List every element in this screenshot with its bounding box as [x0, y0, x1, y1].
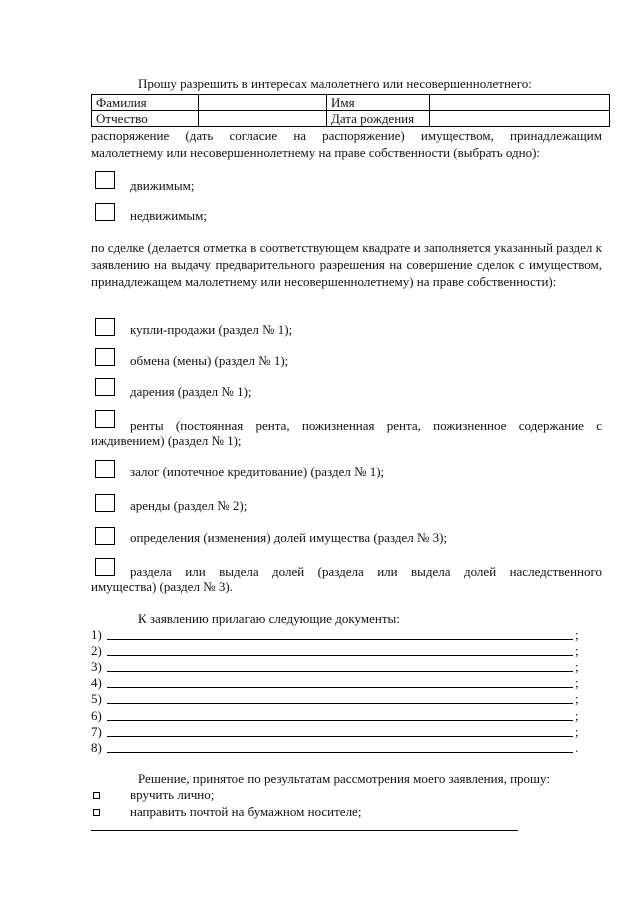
rent-label-line2: иждивением) (раздел № 1); [91, 433, 242, 448]
attachment-number: 8) [91, 740, 102, 755]
gift-label: дарения (раздел № 1); [130, 384, 252, 399]
attachment-line[interactable] [91, 643, 596, 659]
by-mail-checkbox[interactable] [93, 809, 100, 816]
birthdate-field[interactable] [430, 111, 610, 127]
attachment-end: ; [575, 643, 579, 658]
name-label: Имя [327, 95, 430, 111]
attachment-number: 1) [91, 627, 102, 642]
attachment-end: ; [575, 708, 579, 723]
sale-label: купли-продажи (раздел № 1); [130, 322, 293, 337]
attachment-line[interactable] [91, 675, 596, 691]
attachment-end: . [575, 740, 579, 755]
request-intro: Прошу разрешить в интересах малолетнего или несовершеннолетнего: [138, 76, 532, 91]
attachment-number: 5) [91, 691, 102, 706]
pledge-label: залог (ипотечное кредитование) (раздел № 1); [130, 464, 385, 479]
rent-label-line1: ренты (постоянная рента, пожизненная рента, пожизненное содержание с [130, 418, 602, 433]
attachment-end: ; [575, 675, 579, 690]
attachment-number: 6) [91, 708, 102, 723]
pledge-checkbox[interactable] [95, 460, 115, 478]
attachment-number: 3) [91, 659, 102, 674]
attachment-number: 7) [91, 724, 102, 739]
attachment-line[interactable] [91, 740, 596, 756]
attachment-end: ; [575, 659, 579, 674]
attachment-line[interactable] [91, 708, 596, 724]
attachment-end: ; [575, 724, 579, 739]
surname-field[interactable] [199, 95, 327, 111]
division-label-line2: имущества) (раздел № 3). [91, 579, 233, 594]
attachments-heading: К заявлению прилагаю следующие документы: [138, 611, 400, 626]
attachment-rule [107, 687, 573, 688]
attachment-rule [107, 720, 573, 721]
in-person-checkbox[interactable] [93, 792, 100, 799]
attachment-rule [107, 655, 573, 656]
by-mail-label: направить почтой на бумажном носителе; [130, 804, 362, 819]
attachment-line[interactable] [91, 659, 596, 675]
attachment-number: 4) [91, 675, 102, 690]
attachment-line[interactable] [91, 627, 596, 643]
movable-label: движимым; [130, 178, 195, 193]
immovable-label: недвижимым; [130, 208, 208, 223]
deal-instructions: по сделке (делается отметка в соответствующем квадрате и заполняется указанный раздел к заявлению на выдачу предварительного разрешения на совершение сделок с имуществом, принадлежащем малолетнему или несовершеннолетнему) на праве собственности): [91, 240, 602, 289]
shares-checkbox[interactable] [95, 527, 115, 545]
sale-checkbox[interactable] [95, 318, 115, 336]
name-field[interactable] [430, 95, 610, 111]
patronymic-label: Отчество [92, 111, 199, 127]
birthdate-label: Дата рождения [327, 111, 430, 127]
attachment-number: 2) [91, 643, 102, 658]
lease-label: аренды (раздел № 2); [130, 498, 248, 513]
exchange-label: обмена (мены) (раздел № 1); [130, 353, 289, 368]
attachment-rule [107, 671, 573, 672]
rent-checkbox[interactable] [95, 410, 115, 428]
disposal-text-line1: распоряжение (дать согласие на распоряжение) имуществом, принадлежащим [91, 128, 602, 143]
attachment-rule [107, 703, 573, 704]
attachment-line[interactable] [91, 691, 596, 707]
attachment-end: ; [575, 627, 579, 642]
exchange-checkbox[interactable] [95, 348, 115, 366]
attachment-rule [107, 752, 573, 753]
signature-line[interactable] [91, 830, 518, 831]
attachment-end: ; [575, 691, 579, 706]
movable-checkbox[interactable] [95, 171, 115, 189]
child-info-table [91, 94, 610, 127]
attachment-line[interactable] [91, 724, 596, 740]
surname-label: Фамилия [92, 95, 199, 111]
division-checkbox[interactable] [95, 558, 115, 576]
attachment-rule [107, 639, 573, 640]
in-person-label: вручить лично; [130, 787, 215, 802]
patronymic-field[interactable] [199, 111, 327, 127]
gift-checkbox[interactable] [95, 378, 115, 396]
shares-label: определения (изменения) долей имущества (раздел № 3); [130, 530, 448, 545]
disposal-text-line2: малолетнему или несовершеннолетнему на праве собственности (выбрать одно): [91, 145, 541, 160]
attachment-rule [107, 736, 573, 737]
lease-checkbox[interactable] [95, 494, 115, 512]
division-label-line1: раздела или выдела долей (раздела или выдела долей наследственного [130, 564, 602, 579]
immovable-checkbox[interactable] [95, 203, 115, 221]
decision-heading: Решение, принятое по результатам рассмотрения моего заявления, прошу: [138, 771, 550, 786]
